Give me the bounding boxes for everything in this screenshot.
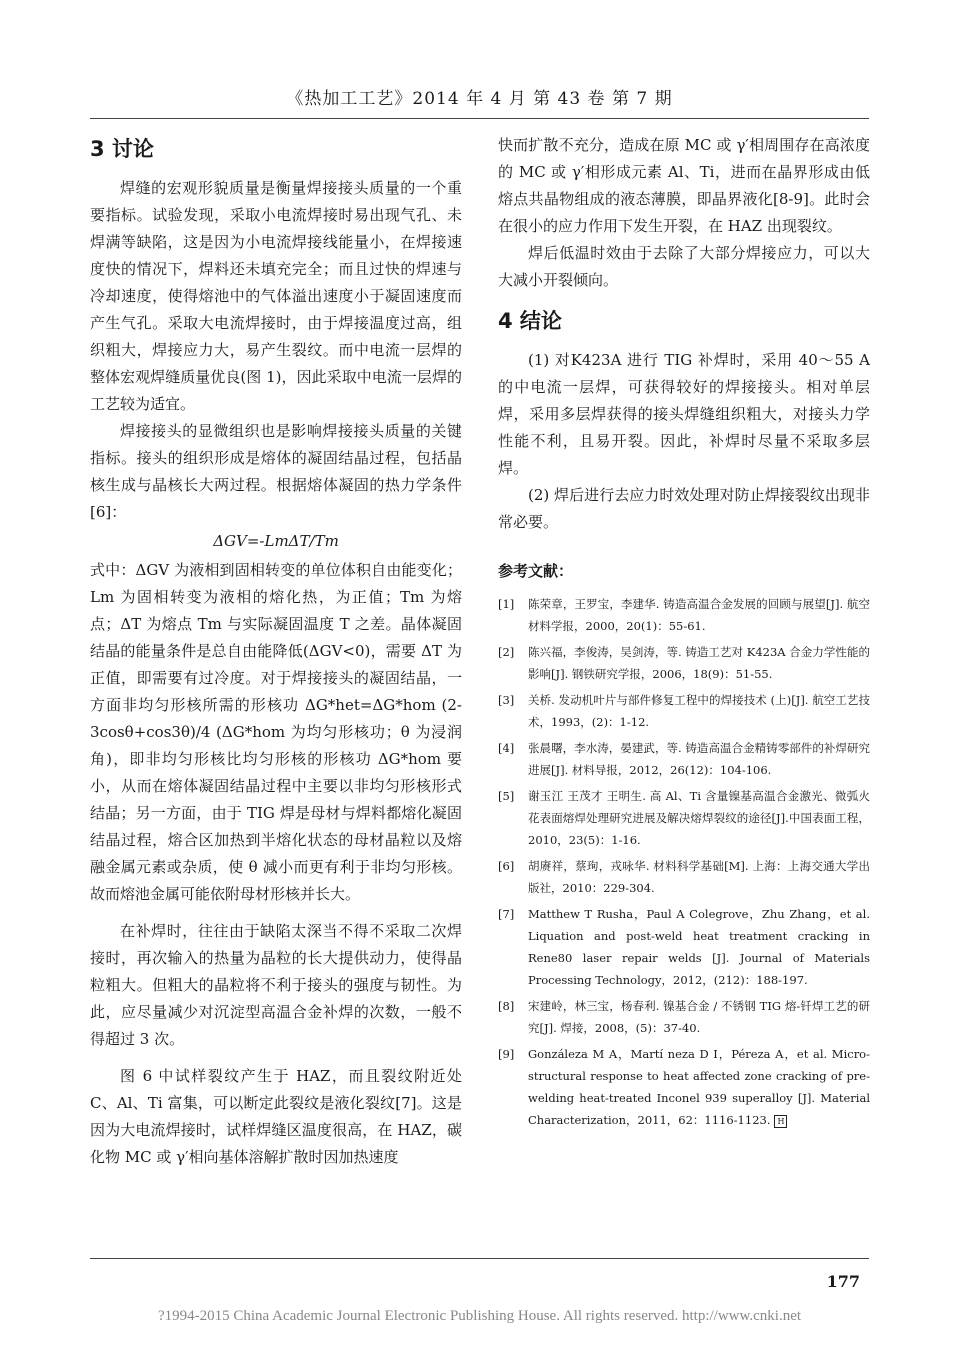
reference-number: [3]	[498, 693, 515, 707]
reference-number: [4]	[498, 741, 515, 755]
page-number: 177	[826, 1272, 860, 1291]
reference-number: [7]	[498, 907, 515, 921]
left-column	[90, 132, 462, 1171]
paragraph-repair-welding: 在补焊时，往往由于缺陷太深当不得不采取二次焊接时，再次输入的热量为晶粒的长大提供动力，使得晶粒粗大。但粗大的晶粒将不利于接头的强度与韧性。为此，应尽量减少对沉淀型高温合金补焊的次数，一般不得超过 3 次。	[90, 922, 462, 1048]
reference-item	[498, 689, 870, 733]
references-title: 参考文献：	[498, 562, 574, 580]
paragraph-microstructure: 焊接接头的显微组织也是影响焊接接头质量的关键指标。接头的组织形成是熔体的凝固结晶过程，包括晶核生成与晶核长大两过程。根据熔体凝固的热力学条件[6]：	[90, 422, 462, 521]
conclusion-1: (1) 对K423A 进行 TIG 补焊时，采用 40～55 A 的中电流一层焊，可获得较好的焊接接头。相对单层焊，采用多层焊获得的接头焊缝组织粗大，对接头力学性能不利，且易开裂。因此，补焊时尽量不采取多层焊。	[498, 351, 870, 477]
reference-text: 陈兴福，李俊涛，吴剑涛，等. 铸造工艺对 K423A 合金力学性能的影响[J]. 钢铁研究学报，2006，18(9)：51-55.	[528, 645, 870, 681]
reference-number: [8]	[498, 999, 515, 1013]
reference-item	[498, 785, 870, 851]
reference-number: [6]	[498, 859, 515, 873]
reference-item	[498, 903, 870, 991]
reference-item	[498, 1043, 870, 1131]
reference-text: 陈荣章，王罗宝，李建华. 铸造高温合金发展的回顾与展望[J]. 航空材料学报，2000，20(1)：55-61.	[528, 597, 870, 633]
reference-number: [1]	[498, 597, 515, 611]
copyright-notice: ?1994-2015 China Academic Journal Electronic Publishing House. All rights reserved. http://www.cnki.net	[157, 1308, 802, 1324]
formula-free-energy: ΔGV=-LmΔT/Tm	[213, 532, 339, 550]
reference-item	[498, 641, 870, 685]
paragraph-aging: 焊后低温时效由于去除了大部分焊接应力，可以大大减小开裂倾向。	[498, 244, 870, 289]
reference-text: Gonzáleza M A，Martí neza D I，Péreza A，et al. Micro-structural response to heat affected zone cracking of pre-welding heat-treated Inconel 939 superalloy [J]. Material Characterization，2011，62：1116-1123. H	[528, 1047, 870, 1127]
reference-text: 关桥. 发动机叶片与部件修复工程中的焊接技术 (上)[J]. 航空工艺技术，1993，(2)：1-12.	[528, 693, 870, 729]
reference-number: [5]	[498, 789, 515, 803]
reference-text: 张晨曙，李水涛，晏建武，等. 铸造高温合金精铸零部件的补焊研究进展[J]. 材料导报，2012，26(12)：104-106.	[528, 741, 870, 777]
section-4-title: 4 结论	[498, 309, 562, 333]
conclusion-2: (2) 焊后进行去应力时效处理对防止焊接裂纹出现非常必要。	[498, 486, 870, 531]
reference-item	[498, 737, 870, 781]
paragraph-macro-quality: 焊缝的宏观形貌质量是衡量焊接接头质量的一个重要指标。试验发现，采取小电流焊接时易出现气孔、未焊满等缺陷，这是因为小电流焊接线能量小，在焊接速度快的情况下，焊料还未填充完全；而且过快的焊速与冷却速度，使得熔池中的气体溢出速度小于凝固速度而产生气孔。采取大电流焊接时，由于焊接温度过高，组织粗大，焊接应力大，易产生裂纹。而中电流一层焊的整体宏观焊缝质量优良(图 1)，因此采取中电流一层焊的工艺较为适宜。	[90, 179, 462, 413]
section-3-title: 3 讨论	[90, 137, 154, 161]
paragraph-crack-analysis: 图 6 中试样裂纹产生于 HAZ，而且裂纹附近处 C、Al、Ti 富集，可以断定此裂纹是液化裂纹[7]。这是因为大电流焊接时，试样焊缝区温度很高，在 HAZ，碳化物 MC 或 γ′相向基体溶解扩散时因加热速度	[90, 1067, 462, 1166]
reference-text: 胡赓祥，蔡珣，戎咏华. 材料科学基础[M]. 上海：上海交通大学出版社，2010：229-304.	[528, 859, 870, 895]
journal-header: 《热加工工艺》2014 年 4 月 第 43 卷 第 7 期	[286, 89, 673, 109]
reference-item	[498, 593, 870, 637]
reference-text: 宋建岭，林三宝，杨春利. 镍基合金 / 不锈钢 TIG 熔-钎焊工艺的研究[J]. 焊接，2008，(5)：37-40.	[528, 999, 870, 1035]
reference-text: Matthew T Rusha，Paul A Colegrove，Zhu Zhang，et al. Liquation and post-weld heat treatment cracking in Rene80 laser repair welds [J]. Journal of Materials Processing Technology，2012，(212)：188-197.	[528, 907, 870, 987]
end-of-article-mark: H	[774, 1115, 787, 1128]
header-divider	[90, 118, 869, 119]
reference-list	[498, 593, 870, 1131]
paragraph-formula-explanation: 式中：ΔGV 为液相到固相转变的单位体积自由能变化；Lm 为固相转变为液相的熔化热，为正值；Tm 为熔点；ΔT 为熔点 Tm 与实际凝固温度 T 之差。晶体凝固结晶的能量条件是总自由能降低(ΔGV<0)，需要 ΔT 为正值，即需要有过冷度。对于焊接接头的凝固结晶，一方面非均匀形核所需的形核功 ΔG*het=ΔG*hom (2-3cosθ+cos3θ)/4 (ΔG*hom 为均匀形核功；θ 为浸润角)，即非均匀形核比均匀形核的形核功 ΔG*hom 要小，从而在熔体凝固结晶过程中主要以非均匀形核形式结晶；另一方面，由于 TIG 焊是母材与焊料都熔化凝固结晶过程，熔合区加热到半熔化状态的母材晶粒以及熔融金属元素或杂质，使 θ 减小而更有利于非均匀形核。故而熔池金属可能依附母材形核并长大。	[90, 561, 462, 903]
paragraph-crack-continued: 快而扩散不充分，造成在原 MC 或 γ′相周围存在高浓度的 MC 或 γ′相形成元素 Al、Ti，进而在晶界形成由低熔点共晶物组成的液态薄膜，即晶界液化[8-9]。此时会在很小的应力作用下发生开裂，在 HAZ 出现裂纹。	[498, 136, 870, 235]
reference-item	[498, 995, 870, 1039]
reference-number: [9]	[498, 1047, 515, 1061]
footer-divider	[90, 1258, 869, 1259]
reference-item	[498, 855, 870, 899]
reference-number: [2]	[498, 645, 515, 659]
reference-text: 谢玉江 王茂才 王明生. 高 Al、Ti 含量镍基高温合金激光、微弧火花表面熔焊处理研究进展及解决熔焊裂纹的途径[J].中国表面工程，2010，23(5)：1-16.	[528, 789, 870, 847]
right-column	[498, 132, 870, 1135]
